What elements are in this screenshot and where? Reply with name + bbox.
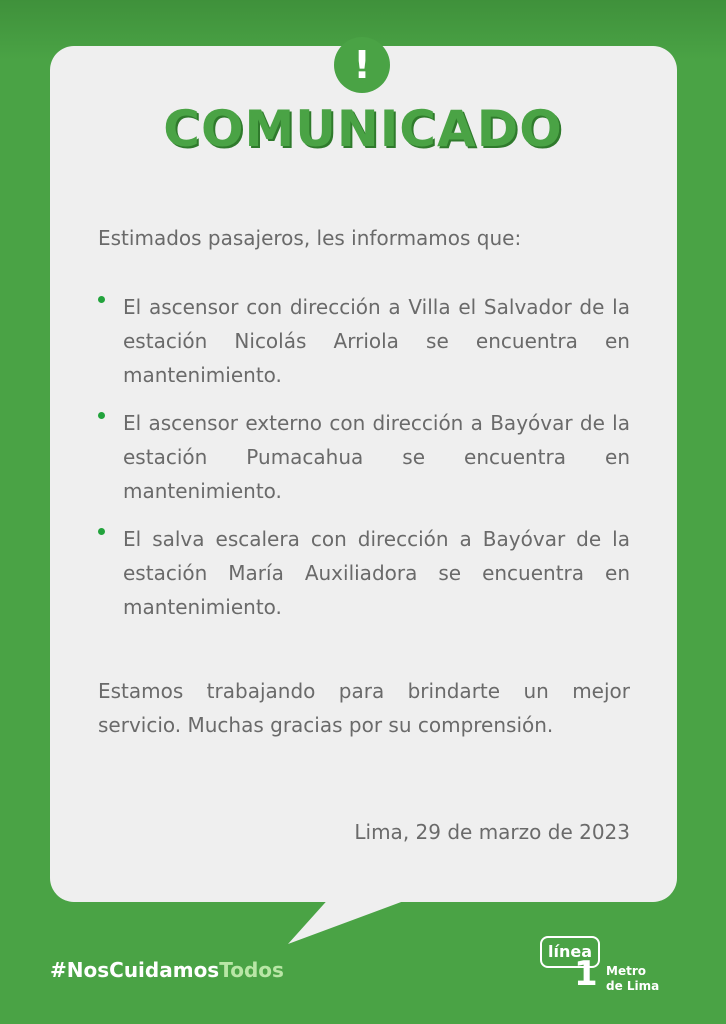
logo-line2: de Lima (606, 979, 660, 993)
hashtag-accent: Todos (219, 958, 284, 982)
hashtag (50, 958, 284, 982)
logo-line1: Metro (606, 964, 646, 978)
logo-number: 1 (574, 954, 598, 994)
closing-text: Estamos trabajando para brindarte un mejor servicio. Muchas gracias por su comprensión. (98, 679, 630, 737)
hashtag-main: #NosCuidamos (50, 958, 220, 982)
list-item-text: El ascensor con dirección a Villa el Salvador de la estación Nicolás Arriola se encuentra en mantenimiento. (123, 295, 630, 387)
list-item (98, 290, 630, 392)
date-text: Lima, 29 de marzo de 2023 (354, 820, 630, 844)
notice-list (98, 290, 630, 638)
page-title: COMUNICADO (163, 100, 563, 158)
bullet-dot-icon (98, 296, 105, 303)
list-item-text: El ascensor externo con dirección a Bayóvar de la estación Pumacahua se encuentra en mantenimiento. (123, 411, 630, 503)
logo-badge: línea (540, 936, 600, 968)
list-item-text: El salva escalera con dirección a Bayóvar de la estación María Auxiliadora se encuentra en mantenimiento. (123, 527, 630, 619)
intro-text: Estimados pasajeros, les informamos que: (98, 226, 522, 250)
bullet-dot-icon (98, 412, 105, 419)
exclamation-icon: ! (334, 37, 390, 93)
bullet-dot-icon (98, 528, 105, 535)
list-item (98, 522, 630, 624)
logo-text (606, 964, 659, 994)
linea1-logo (540, 936, 670, 996)
list-item (98, 406, 630, 508)
